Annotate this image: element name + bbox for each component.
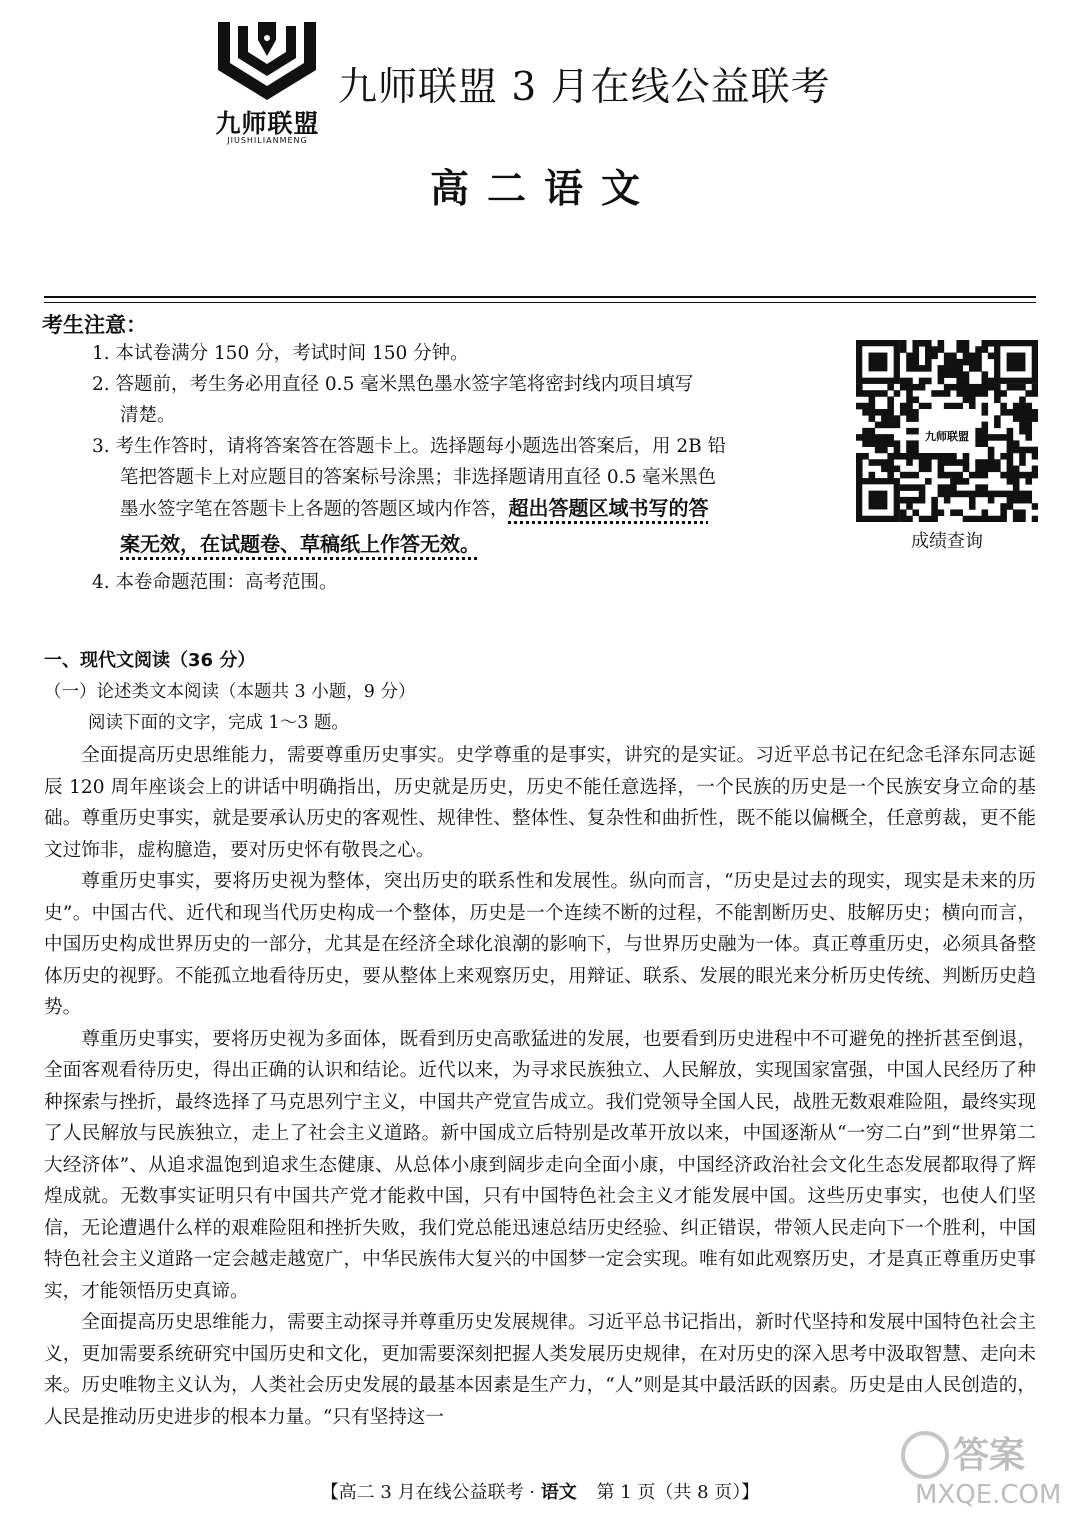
article-paragraph: 尊重历史事实，要将历史视为整体，突出历史的联系性和发展性。纵向而言，“历史是过去的现实，现实是未来的历史”。中国古代、近代和现当代历史构成一个整体，历史是一个连续不断的过程，不能割断历史、肢解历史；横向而言，中国历史构成世界历史的一部分，尤其是在经济全球化浪潮的影响下，与世界历史融为一体。真正尊重历史，必须具备整体历史的视野。不能孤立地看待历史，要从整体上来观察历史，用辩证、联系、发展的眼光来分析历史传统、判断历史趋势。 bbox=[44, 871, 1036, 1018]
notice-item-4: 4. 本卷命题范围：高考范围。 bbox=[92, 572, 338, 593]
footer-subject: 语文 bbox=[540, 1482, 577, 1503]
reading-instruction: 阅读下面的文字，完成 1～3 题。 bbox=[88, 713, 349, 733]
logo-emblem-icon bbox=[200, 18, 335, 103]
header-divider-thin bbox=[44, 302, 1036, 303]
exam-title: 九师联盟 3 月在线公益联考 bbox=[338, 65, 831, 110]
qr-center-logo: 九师联盟 bbox=[925, 430, 969, 443]
notice-item-3-cont3 bbox=[92, 529, 852, 561]
notice-heading: 考生注意： bbox=[42, 313, 147, 337]
section-heading: 一、现代文阅读（36 分） bbox=[44, 650, 256, 671]
notice-item-3-text: 墨水签字笔在答题卡上各题的答题区域内作答， bbox=[120, 499, 509, 520]
logo-english-text: JIUSHILIANMENG bbox=[227, 136, 308, 145]
notice-item-3-cont: 笔把答题卡上对应题目的答案标号涂黑；非选择题请用直径 0.5 毫米黑色 bbox=[120, 467, 717, 488]
organization-logo bbox=[200, 18, 335, 153]
article-body bbox=[44, 740, 1036, 1433]
notice-emphasis-1: 超出答题区域书写的答 bbox=[508, 496, 709, 520]
article-paragraph: 全面提高历史思维能力，需要主动探寻并尊重历史发展规律。习近平总书记指出，新时代坚持和发展中国特色社会主义，更加需要系统研究中国历史和文化，更加需要深刻把握人类发展历史规律，在对历史的深入思考中汲取智慧、走向未来。历史唯物主义认为，人类社会历史发展的最基本因素是生产力，“人”则是其中最活跃的因素。历史是由人民创造的，人民是推动历史进步的根本力量。“只有坚持这一 bbox=[44, 1312, 1036, 1428]
watermark-url: MXQE.COM bbox=[915, 1480, 1062, 1510]
watermark-text: 答案 bbox=[953, 1435, 1026, 1476]
qr-code[interactable] bbox=[856, 340, 1038, 522]
notice-emphasis-2: 案无效，在试题卷、草稿纸上作答无效。 bbox=[120, 532, 480, 556]
footer-left: 【高二 3 月在线公益联考 · bbox=[320, 1482, 536, 1503]
watermark bbox=[895, 1415, 1075, 1510]
notice-item-2: 2. 答题前，考生务必用直径 0.5 毫米黑色墨水签字笔将密封线内项目填写 bbox=[92, 374, 694, 395]
qr-label: 成绩查询 bbox=[911, 531, 983, 552]
footer-page: 第 1 页（共 8 页）】 bbox=[596, 1482, 760, 1503]
notice-item-3: 3. 考生作答时，请将答案答在答题卡上。选择题每小题选出答案后，用 2B 铅 bbox=[92, 436, 727, 457]
watermark-logo-icon bbox=[895, 1415, 1075, 1510]
logo-chinese-text: 九师联盟 bbox=[215, 109, 320, 138]
article-paragraph: 全面提高历史思维能力，需要尊重历史事实。史学尊重的是事实，讲究的是实证。习近平总书记在纪念毛泽东同志诞辰 120 周年座谈会上的讲话中明确指出，历史就是历史，历史不能任意选择，一个民族的历史是一个民族安身立命的基础。尊重历史事实，就是要承认历史的客观性、规律性、整体性、复杂性和曲折性，既不能以偏概全，任意剪裁，更不能文过饰非，虚构臆造，要对历史怀有敬畏之心。 bbox=[44, 745, 1036, 861]
subsection-heading: （一）论述类文本阅读（本题共 3 小题，9 分） bbox=[44, 682, 416, 702]
qr-code-icon bbox=[856, 340, 1038, 522]
article-paragraph: 尊重历史事实，要将历史视为多面体，既看到历史高歌猛进的发展，也要看到历史进程中不可避免的挫折甚至倒退，全面客观看待历史，得出正确的认识和结论。近代以来，为寻求民族独立、人民解放，实现国家富强，中国人民经历了种种探索与挫折，最终选择了马克思列宁主义，中国共产党宣告成立。我们党领导全国人民，战胜无数艰难险阻，最终实现了人民解放与民族独立，走上了社会主义道路。新中国成立后特别是改革开放以来，中国逐渐从“一穷二白”到“世界第二大经济体”、从追求温饱到追求生态健康、从总体小康到阔步走向全面小康，中国经济政治社会文化生态发展都取得了辉煌成就。无数事实证明只有中国共产党才能救中国，只有中国特色社会主义才能发展中国。这些历史事实，也使人们坚信，无论遭遇什么样的艰难险阻和挫折失败，我们党总能迅速总结历史经验、纠正错误，带领人民走向下一个胜利，中国特色社会主义道路一定会越走越宽广，中华民族伟大复兴的中国梦一定会实现。唯有如此观察历史，才是真正尊重历史事实，才能领悟历史真谛。 bbox=[44, 1028, 1036, 1302]
notice-item-1: 1. 本试卷满分 150 分，考试时间 150 分钟。 bbox=[92, 343, 469, 364]
notice-item-3-cont2 bbox=[92, 493, 852, 525]
header-divider bbox=[44, 296, 1036, 298]
subject-title: 高二语文 bbox=[430, 167, 659, 212]
notice-list bbox=[92, 338, 852, 598]
notice-item-2-cont: 清楚。 bbox=[120, 405, 176, 426]
